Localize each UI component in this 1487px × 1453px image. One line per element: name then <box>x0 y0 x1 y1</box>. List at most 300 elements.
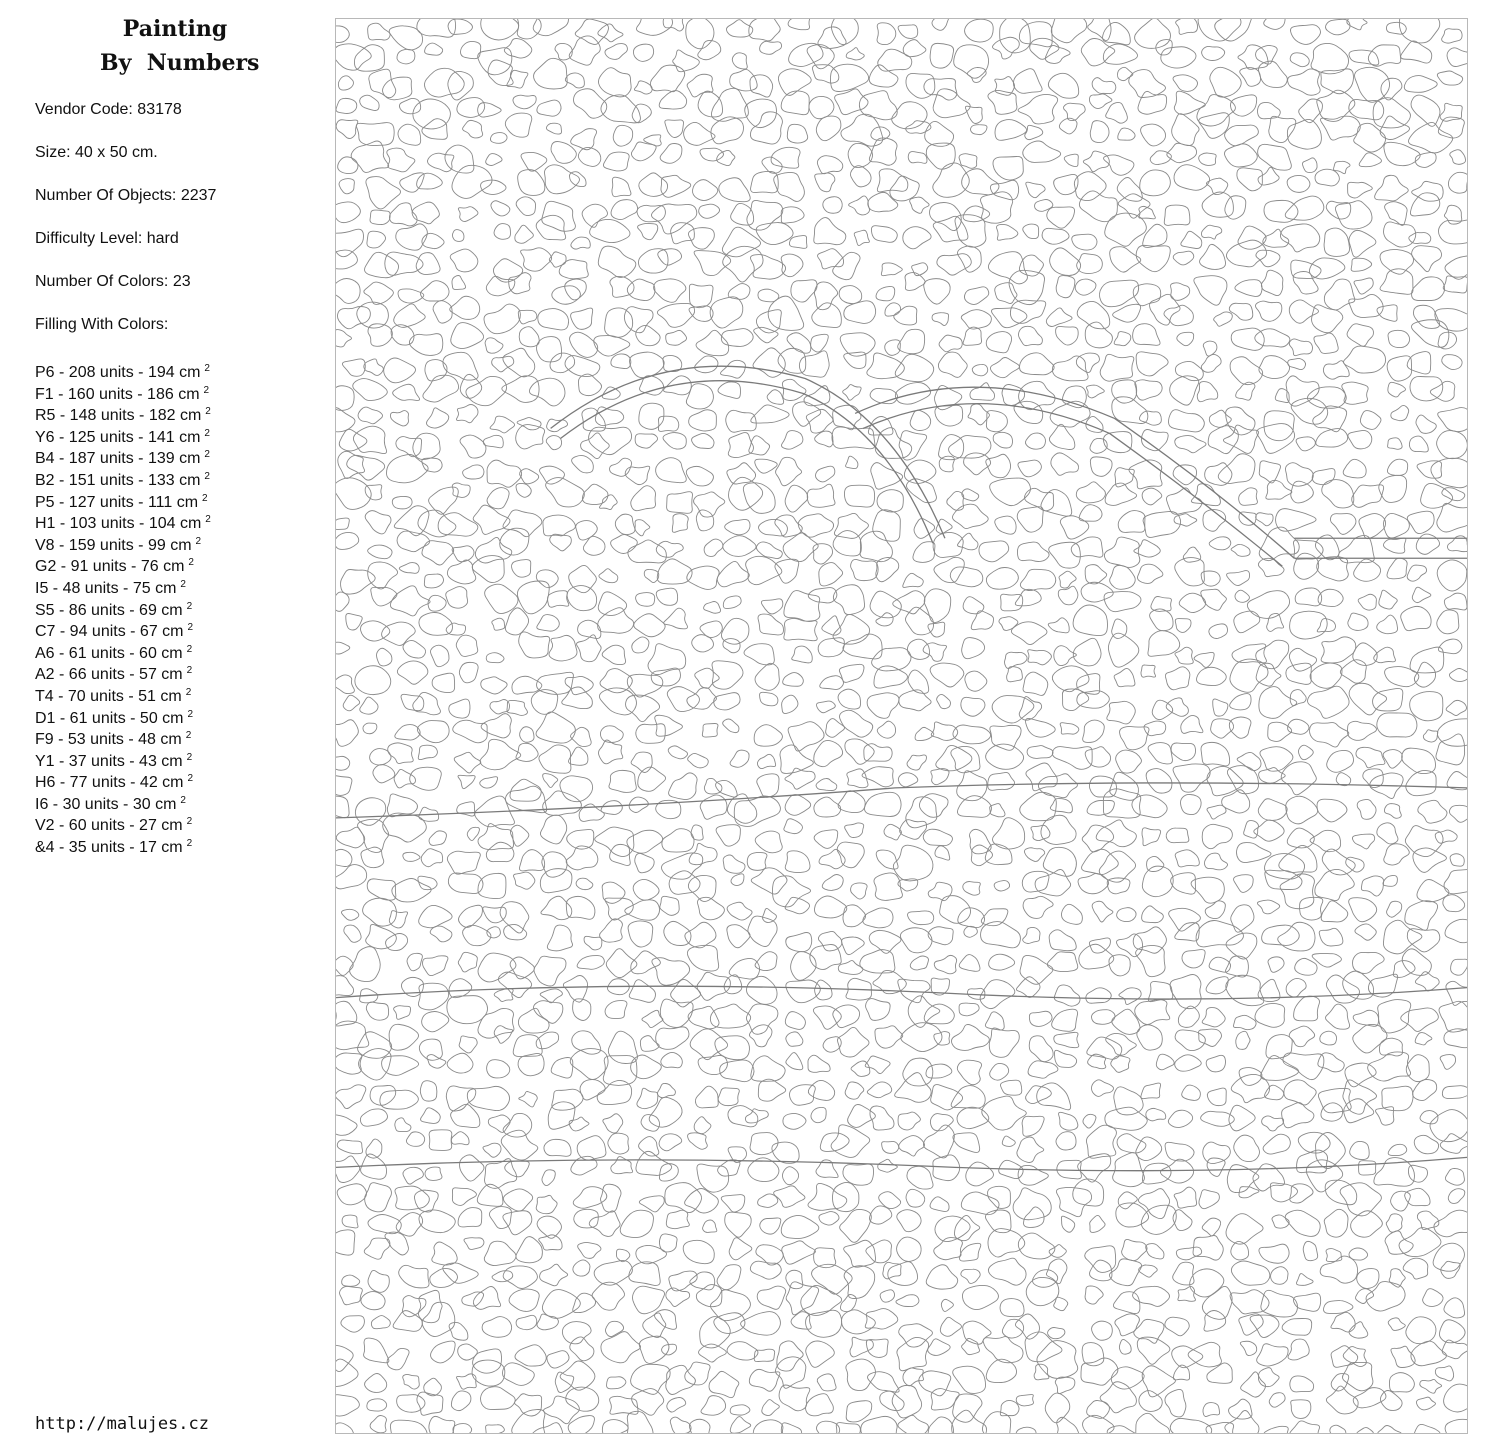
outline-shape <box>685 1362 710 1385</box>
outline-shape <box>979 541 1009 562</box>
outline-shape <box>1181 715 1203 733</box>
outline-shape <box>924 589 950 623</box>
outline-shape <box>540 815 566 844</box>
outline-shape <box>1052 356 1088 381</box>
outline-shape <box>419 1210 455 1233</box>
outline-shape <box>367 1399 387 1411</box>
outline-shape <box>1379 590 1397 609</box>
outline-shape <box>930 1114 953 1131</box>
outline-shape <box>699 204 720 218</box>
site-url[interactable]: http://malujes.cz <box>35 1414 209 1434</box>
outline-shape <box>1289 339 1312 356</box>
outline-shape <box>1285 196 1324 220</box>
outline-shape <box>695 668 720 688</box>
outline-shape <box>1391 405 1409 420</box>
outline-shape <box>1198 19 1241 41</box>
outline-shape <box>903 1058 933 1086</box>
outline-shape <box>1267 613 1284 631</box>
outline-shape <box>772 1142 799 1163</box>
outline-shape <box>1340 1183 1381 1216</box>
outline-shape <box>637 205 665 221</box>
outline-shape <box>396 437 422 457</box>
outline-shape <box>353 379 388 401</box>
outline-shape <box>1317 799 1347 822</box>
outline-shape <box>338 157 358 174</box>
outline-shape <box>1025 1332 1062 1362</box>
outline-shape <box>837 842 864 868</box>
outline-shape <box>818 638 844 657</box>
outline-shape <box>449 1322 468 1340</box>
outline-shape <box>578 147 600 166</box>
outline-shape <box>611 354 631 369</box>
outline-shape <box>687 945 718 971</box>
outline-shape <box>777 1341 803 1371</box>
outline-shape <box>1295 958 1317 975</box>
outline-shape <box>990 478 1031 506</box>
outline-shape <box>1144 721 1166 736</box>
legend-item: V2 - 60 units - 27 cm $^2$ <box>35 816 193 835</box>
outline-shape <box>833 1005 860 1028</box>
outline-shape <box>459 905 483 927</box>
outline-shape <box>936 519 952 533</box>
outline-shape <box>336 776 352 796</box>
outline-shape <box>1442 1086 1467 1099</box>
outline-shape <box>1152 700 1173 719</box>
outline-shape <box>1136 1413 1170 1433</box>
outline-shape <box>1356 747 1385 767</box>
outline-shape <box>750 75 773 97</box>
outline-shape <box>695 356 718 373</box>
outline-shape <box>1290 690 1306 706</box>
outline-shape <box>960 1243 981 1261</box>
outline-shape <box>1017 507 1043 532</box>
outline-shape <box>606 949 637 978</box>
outline-shape <box>540 1264 568 1286</box>
outline-shape <box>688 228 714 250</box>
outline-shape <box>1175 1030 1205 1051</box>
outline-shape <box>546 123 561 134</box>
outline-shape <box>1291 481 1314 503</box>
outline-shape <box>903 573 924 587</box>
outline-shape <box>1076 482 1105 503</box>
outline-shape <box>1256 640 1289 668</box>
outline-shape <box>1412 246 1442 272</box>
outline-shape <box>995 516 1016 534</box>
outline-shape <box>363 723 377 734</box>
outline-shape <box>810 945 841 970</box>
outline-shape <box>336 532 359 549</box>
outline-shape <box>1054 1032 1079 1047</box>
outline-shape <box>986 568 1018 590</box>
outline-shape <box>938 352 967 377</box>
legend-item: A2 - 66 units - 57 cm $^2$ <box>35 665 193 684</box>
outline-shape <box>667 492 693 514</box>
outline-shape <box>1353 1010 1378 1026</box>
outline-shape <box>931 1085 963 1110</box>
outline-shape <box>629 980 655 1003</box>
outline-shape <box>337 1184 366 1205</box>
outline-shape <box>1173 465 1196 485</box>
outline-shape <box>1444 869 1467 893</box>
outline-shape <box>1407 929 1440 952</box>
outline-shape <box>923 643 946 662</box>
outline-shape <box>1408 1165 1427 1182</box>
outline-shape <box>867 1082 891 1098</box>
bridge-arch <box>561 381 933 544</box>
outline-shape <box>457 802 475 816</box>
outline-shape <box>627 830 663 853</box>
outline-shape <box>1175 923 1199 941</box>
outline-shape <box>1150 609 1173 631</box>
outline-shape <box>1285 463 1313 486</box>
outline-shape <box>924 1004 954 1024</box>
outline-shape <box>1287 828 1314 848</box>
outline-shape <box>631 752 652 772</box>
outline-shape <box>816 779 837 791</box>
outline-shape <box>1438 408 1467 432</box>
outline-shape <box>754 327 778 342</box>
outline-shape <box>690 1029 727 1060</box>
outline-shape <box>958 908 985 928</box>
outline-shape <box>1282 1103 1314 1128</box>
outline-shape <box>1360 411 1381 430</box>
outline-shape <box>651 668 680 686</box>
outline-shape <box>661 853 702 879</box>
outline-shape <box>384 358 416 383</box>
outline-shape <box>1312 469 1335 485</box>
outline-shape <box>781 91 809 115</box>
outline-shape <box>1376 1107 1394 1126</box>
outline-shape <box>1437 560 1467 591</box>
outline-shape <box>1023 224 1039 239</box>
outline-shape <box>1407 511 1434 533</box>
outline-shape <box>1200 244 1226 269</box>
outline-shape <box>1238 45 1268 69</box>
outline-shape <box>1257 1344 1288 1366</box>
outline-shape <box>792 646 813 663</box>
outline-shape <box>1344 346 1386 373</box>
outline-shape <box>1175 850 1199 867</box>
outline-shape <box>1435 830 1457 843</box>
outline-shape <box>1430 1110 1467 1142</box>
outline-shape <box>364 282 394 304</box>
outline-shape <box>1385 667 1419 687</box>
outline-shape <box>463 925 491 945</box>
outline-shape <box>1289 648 1316 671</box>
outline-shape <box>870 591 901 618</box>
outline-shape <box>1349 230 1376 257</box>
outline-shape <box>1164 205 1190 225</box>
outline-shape <box>1340 660 1366 684</box>
outline-shape <box>1023 896 1053 918</box>
outline-shape <box>364 1338 389 1363</box>
outline-shape <box>1013 69 1042 94</box>
outline-shape <box>1238 226 1266 249</box>
outline-shape <box>928 1339 951 1356</box>
outline-shape <box>1086 1125 1116 1158</box>
title-line-1: Painting <box>122 16 228 42</box>
outline-shape <box>567 586 597 611</box>
outline-shape <box>494 988 513 1001</box>
outline-shape <box>450 296 480 319</box>
outline-shape <box>599 569 618 583</box>
outline-shape <box>846 1359 876 1391</box>
outline-shape <box>868 192 898 211</box>
outline-shape <box>487 460 522 487</box>
outline-shape <box>971 125 987 135</box>
outline-shape <box>750 255 785 280</box>
outline-shape <box>1026 182 1045 198</box>
outline-shape <box>845 1082 864 1099</box>
outline-shape <box>595 827 634 856</box>
outline-shape <box>398 289 424 303</box>
outline-shape <box>1437 71 1462 85</box>
outline-shape <box>727 902 752 920</box>
outline-shape <box>846 1401 872 1422</box>
outline-shape <box>1409 233 1431 244</box>
outline-shape <box>762 1400 780 1416</box>
outline-shape <box>1255 301 1281 321</box>
outline-shape <box>1410 376 1443 400</box>
outline-shape <box>572 1031 601 1054</box>
outline-shape <box>869 138 897 165</box>
outline-shape <box>368 23 390 40</box>
outline-shape <box>846 48 864 60</box>
outline-shape <box>1031 825 1050 840</box>
outline-shape <box>1138 91 1167 114</box>
outline-shape <box>1188 1342 1221 1367</box>
outline-shape <box>503 1266 537 1289</box>
outline-shape <box>1326 201 1350 219</box>
outline-shape <box>1265 854 1305 879</box>
outline-shape <box>1197 382 1218 402</box>
outline-shape <box>1388 438 1403 450</box>
outline-shape <box>1378 1425 1402 1433</box>
outline-shape <box>656 541 683 557</box>
outline-shape <box>382 1056 419 1076</box>
outline-shape <box>600 726 623 743</box>
outline-shape <box>837 1027 869 1057</box>
outline-shape <box>1232 644 1266 663</box>
outline-shape <box>337 307 370 329</box>
outline-shape <box>503 348 535 377</box>
outline-shape <box>758 519 787 536</box>
outline-shape <box>951 746 980 772</box>
outline-shape <box>486 842 514 861</box>
outline-shape <box>878 49 912 71</box>
outline-shape <box>393 384 420 400</box>
outline-shape <box>1215 19 1252 41</box>
outline-shape <box>697 1164 729 1192</box>
outline-shape <box>628 921 653 947</box>
outline-shape <box>1060 723 1079 734</box>
outline-shape <box>838 961 863 975</box>
outline-shape <box>1000 1080 1021 1095</box>
outline-shape <box>1199 153 1217 165</box>
outline-shape <box>458 207 478 222</box>
outline-shape <box>392 879 431 902</box>
outline-shape <box>1437 719 1467 746</box>
outline-shape <box>456 405 478 423</box>
outline-shape <box>720 360 745 378</box>
outline-shape <box>1263 229 1289 247</box>
outline-shape <box>1295 588 1322 606</box>
outline-shape <box>644 569 659 582</box>
outline-shape <box>833 405 861 430</box>
outline-shape <box>550 534 572 551</box>
outline-shape <box>521 152 547 171</box>
outline-shape <box>397 531 429 552</box>
outline-shape <box>601 1332 641 1363</box>
outline-shape <box>566 1387 599 1411</box>
outline-shape <box>897 1210 921 1232</box>
outline-shape <box>882 1141 899 1153</box>
outline-shape <box>782 1241 816 1264</box>
outline-shape <box>1020 569 1055 590</box>
outline-shape <box>1139 1391 1162 1412</box>
outline-shape <box>537 100 561 116</box>
outline-shape <box>1028 650 1052 665</box>
outline-shape <box>719 178 750 202</box>
outline-shape <box>846 456 858 468</box>
outline-shape <box>1449 668 1467 681</box>
outline-shape <box>1226 1214 1263 1244</box>
outline-shape <box>865 1309 898 1329</box>
outline-shape <box>1236 1031 1250 1049</box>
outline-shape <box>1289 1421 1320 1433</box>
outline-shape <box>953 725 991 744</box>
filling-heading: Filling With Colors: <box>35 316 169 333</box>
outline-shape <box>756 1245 783 1265</box>
outline-shape <box>961 697 985 716</box>
outline-shape <box>1229 1399 1252 1419</box>
outline-shape <box>700 795 727 819</box>
outline-shape <box>1183 547 1200 562</box>
outline-shape <box>639 1336 669 1363</box>
outline-shape <box>659 91 686 109</box>
outline-shape <box>336 720 358 746</box>
outline-shape <box>781 207 804 223</box>
outline-shape <box>1072 234 1097 250</box>
outline-shape <box>569 565 597 592</box>
outline-shape <box>995 283 1017 304</box>
outline-shape <box>997 224 1018 240</box>
outline-shape <box>716 780 738 797</box>
outline-shape <box>1090 121 1109 143</box>
outline-shape <box>1259 61 1288 87</box>
outline-shape <box>577 956 604 970</box>
outline-shape <box>1401 606 1431 630</box>
outline-shape <box>842 937 865 955</box>
outline-shape <box>459 662 478 682</box>
outline-shape <box>661 175 691 197</box>
outline-shape <box>1314 333 1338 353</box>
outline-shape <box>422 233 444 248</box>
outline-shape <box>1117 178 1142 202</box>
outline-shape <box>1119 988 1141 1005</box>
outline-shape <box>1089 776 1116 797</box>
outline-shape <box>336 756 350 770</box>
outline-shape <box>516 1315 537 1329</box>
outline-shape <box>565 73 584 88</box>
outline-shape <box>761 599 782 614</box>
outline-shape <box>1076 353 1099 372</box>
outline-shape <box>481 180 506 194</box>
outline-shape <box>1437 431 1467 459</box>
outline-shape <box>950 567 983 587</box>
outline-shape <box>1348 182 1373 198</box>
outline-shape <box>574 89 607 118</box>
outline-shape <box>1059 571 1076 588</box>
outline-shape <box>1086 385 1104 398</box>
outline-shape <box>723 855 745 873</box>
outline-shape <box>1085 747 1110 767</box>
outline-shape <box>1387 558 1407 579</box>
outline-shape <box>1173 251 1194 265</box>
outline-shape <box>1388 1318 1405 1331</box>
outline-shape <box>651 204 696 234</box>
outline-shape <box>361 847 384 868</box>
outline-shape <box>578 374 601 396</box>
outline-shape <box>1373 98 1410 128</box>
outline-shape <box>723 719 739 733</box>
outline-shape <box>376 648 391 666</box>
outline-shape <box>1027 746 1053 759</box>
outline-shape <box>1137 564 1162 583</box>
outline-shape <box>785 795 811 816</box>
outline-shape <box>900 820 927 840</box>
outline-shape <box>1181 231 1202 248</box>
outline-shape <box>1138 1189 1169 1219</box>
outline-shape <box>876 286 895 300</box>
outline-shape <box>336 229 363 257</box>
outline-shape <box>355 666 391 695</box>
outline-shape <box>781 431 802 450</box>
outline-shape <box>1017 542 1049 561</box>
outline-shape <box>1230 1290 1269 1314</box>
outline-shape <box>1103 44 1137 64</box>
outline-shape <box>416 253 440 275</box>
outline-shape <box>1058 586 1078 605</box>
outline-shape <box>387 1348 409 1369</box>
outline-shape <box>429 831 446 846</box>
outline-shape <box>786 1032 803 1046</box>
outline-shape <box>452 230 464 242</box>
outline-shape <box>1383 750 1402 769</box>
outline-shape <box>986 744 1024 769</box>
outline-shape <box>688 1133 708 1150</box>
outline-shape <box>818 249 844 269</box>
outline-shape <box>811 334 829 352</box>
outline-shape <box>659 1164 678 1181</box>
outline-shape <box>772 876 810 907</box>
outline-shape <box>483 435 503 447</box>
outline-shape <box>537 337 562 362</box>
outline-shape <box>516 483 531 497</box>
outline-shape <box>1203 1403 1220 1417</box>
outline-shape <box>570 1049 608 1080</box>
outline-shape <box>833 531 861 556</box>
outline-shape <box>1377 615 1398 634</box>
outline-shape <box>1146 1108 1166 1120</box>
outline-shape <box>814 797 841 817</box>
outline-shape <box>547 925 572 951</box>
outline-shape <box>389 203 417 226</box>
outline-shape <box>1204 853 1227 870</box>
outline-shape <box>1353 643 1377 666</box>
outline-shape <box>840 1295 856 1312</box>
outline-shape <box>571 237 590 249</box>
